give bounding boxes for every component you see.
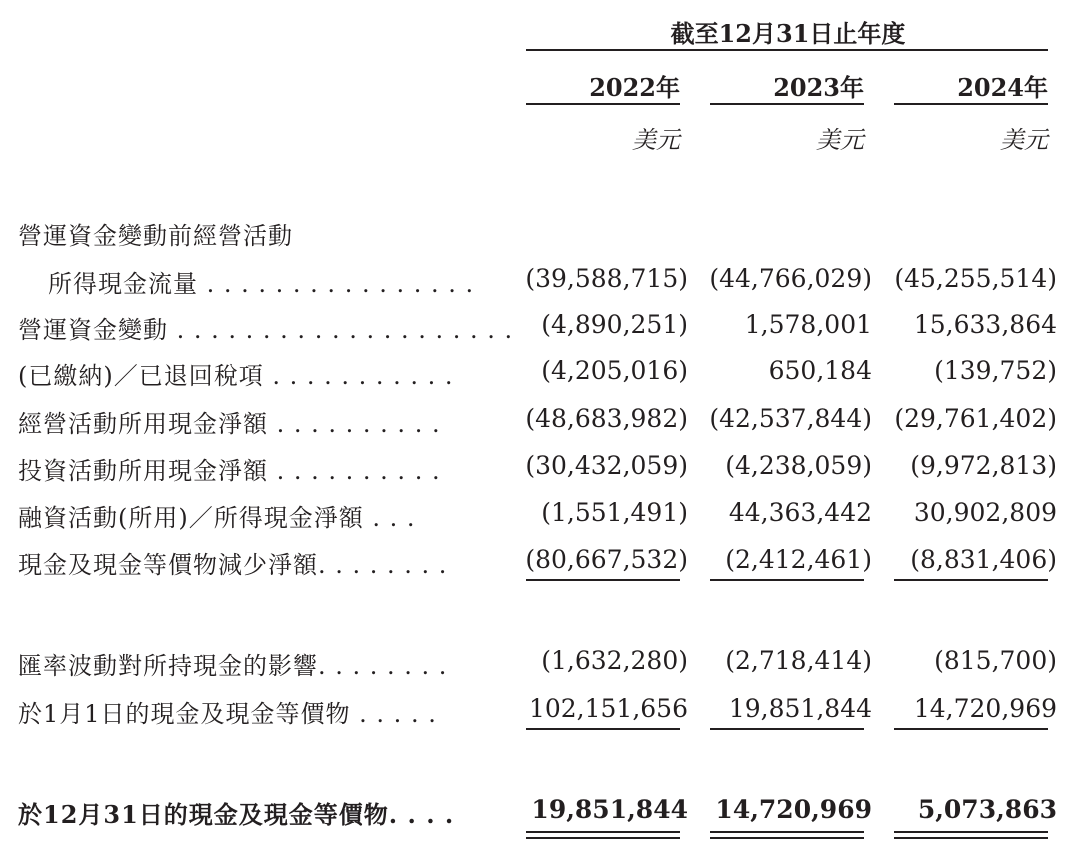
currency-2024: 美元 — [1000, 126, 1048, 154]
total-rule-bottom-2022 — [526, 837, 680, 839]
subtotal-rule-2024 — [894, 579, 1048, 581]
tax-label: (已繳納)／已退回稅項 . . . . . . . . . . . — [18, 362, 454, 390]
fx-label: 匯率波動對所持現金的影響. . . . . . . . — [18, 652, 448, 680]
financing-net-label: 融資活動(所用)／所得現金淨額 . . . — [18, 504, 416, 532]
operating-net-label: 經營活動所用現金淨額 . . . . . . . . . . — [18, 410, 441, 438]
investing-net-2024: (9,972,813) — [910, 451, 1057, 480]
tax-2023: 650,184 — [768, 356, 872, 385]
period-title: 截至12月31日止年度 — [670, 19, 906, 48]
investing-net-label: 投資活動所用現金淨額 . . . . . . . . . . — [18, 457, 441, 485]
net-decrease-2024: (8,831,406) — [910, 545, 1057, 574]
fx-2023: (2,718,414) — [725, 646, 872, 675]
year-rule-2024 — [894, 103, 1048, 105]
year-2022: 2022年 — [589, 73, 680, 102]
closing-2022: 19,851,844 — [531, 795, 688, 824]
operating-before-wc-2024: (45,255,514) — [894, 264, 1057, 293]
subtotal-rule-2022 — [526, 579, 680, 581]
net-decrease-2023: (2,412,461) — [725, 545, 872, 574]
period-rule — [526, 49, 1048, 51]
investing-net-2023: (4,238,059) — [725, 451, 872, 480]
currency-2023: 美元 — [816, 126, 864, 154]
operating-net-2022: (48,683,982) — [525, 404, 688, 433]
year-2024: 2024年 — [957, 73, 1048, 102]
operating-net-2024: (29,761,402) — [894, 404, 1057, 433]
closing-2023: 14,720,969 — [715, 795, 872, 824]
operating-before-wc-label-line1: 營運資金變動前經營活動 — [18, 222, 293, 250]
year-rule-2023 — [710, 103, 864, 105]
total-rule-top-2024 — [894, 831, 1048, 833]
total-rule-top-2022 — [526, 831, 680, 833]
opening-2024: 14,720,969 — [913, 694, 1057, 723]
tax-2022: (4,205,016) — [541, 356, 688, 385]
fx-2024: (815,700) — [934, 646, 1057, 675]
working-capital-label: 營運資金變動 . . . . . . . . . . . . . . . . . . . . — [18, 316, 514, 344]
total-rule-bottom-2024 — [894, 837, 1048, 839]
opening-rule-2022 — [526, 728, 680, 730]
closing-label: 於12月31日的現金及現金等價物. . . . — [18, 800, 455, 829]
working-capital-2022: (4,890,251) — [541, 310, 688, 339]
closing-2024: 5,073,863 — [917, 795, 1057, 824]
opening-label: 於1月1日的現金及現金等價物 . . . . . — [18, 700, 437, 728]
net-decrease-label: 現金及現金等價物減少淨額. . . . . . . . — [18, 551, 448, 579]
year-rule-2022 — [526, 103, 680, 105]
total-rule-top-2023 — [710, 831, 864, 833]
tax-2024: (139,752) — [934, 356, 1057, 385]
currency-2022: 美元 — [632, 126, 680, 154]
financing-net-2024: 30,902,809 — [913, 498, 1057, 527]
net-decrease-2022: (80,667,532) — [525, 545, 688, 574]
operating-before-wc-2022: (39,588,715) — [525, 264, 688, 293]
working-capital-2023: 1,578,001 — [744, 310, 872, 339]
opening-rule-2023 — [710, 728, 864, 730]
total-rule-bottom-2023 — [710, 837, 864, 839]
investing-net-2022: (30,432,059) — [525, 451, 688, 480]
financing-net-2022: (1,551,491) — [541, 498, 688, 527]
opening-2023: 19,851,844 — [728, 694, 872, 723]
working-capital-2024: 15,633,864 — [913, 310, 1057, 339]
year-2023: 2023年 — [773, 73, 864, 102]
opening-2022: 102,151,656 — [528, 694, 688, 723]
fx-2022: (1,632,280) — [541, 646, 688, 675]
financing-net-2023: 44,363,442 — [728, 498, 872, 527]
operating-net-2023: (42,537,844) — [709, 404, 872, 433]
operating-before-wc-2023: (44,766,029) — [709, 264, 872, 293]
subtotal-rule-2023 — [710, 579, 864, 581]
operating-before-wc-label-line2: 所得現金流量 . . . . . . . . . . . . . . . . — [48, 270, 475, 298]
opening-rule-2024 — [894, 728, 1048, 730]
